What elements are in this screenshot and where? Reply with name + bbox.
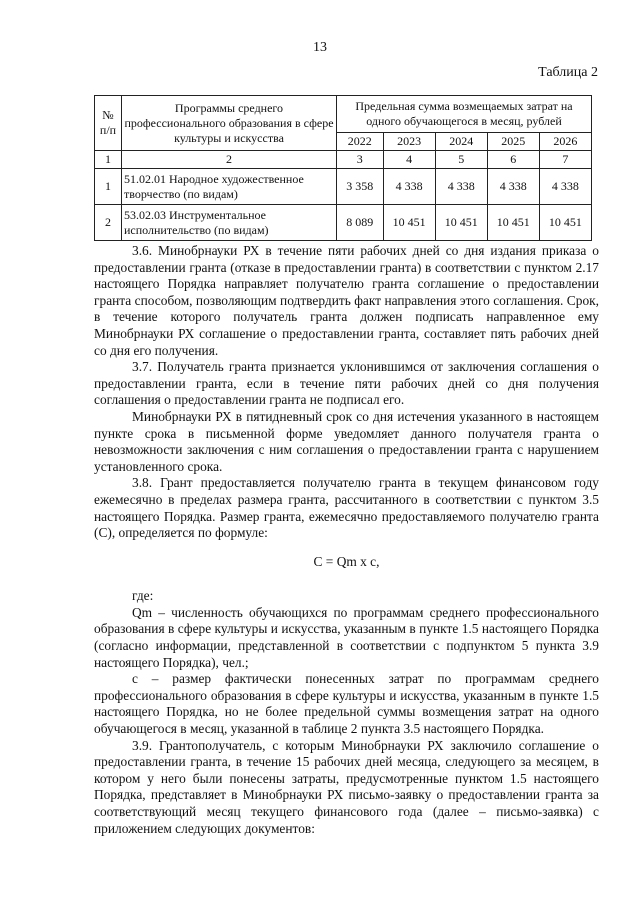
grant-limits-table <box>94 95 592 241</box>
row-number: 2 <box>95 205 122 241</box>
header-program: Программы среднего профессионального образования в сфере культуры и искусства <box>122 96 337 151</box>
paragraph-3-7-notice: Минобрнауки РХ в пятидневный срок со дня истечения указанного в настоящем пункте срока в письменной форме уведомляет данного получателя гранта о невозможности заключения с ним соглашения о предоставлении гранта с нарушением установленного срока. <box>94 408 599 474</box>
paragraph-3-7: 3.7. Получатель гранта признается уклонившимся от заключения соглашения о предоставлении гранта, если в течение пяти рабочих дней со дня получения соглашения о предоставлении гранта не подписал его. <box>94 359 599 408</box>
value-cell: 4 338 <box>383 169 435 205</box>
value-cell: 10 451 <box>435 205 487 241</box>
column-number: 7 <box>539 151 591 169</box>
value-cell: 8 089 <box>337 205 384 241</box>
header-sum: Предельная сумма возмещаемых затрат на одного обучающегося в месяц, рублей <box>337 96 592 133</box>
year-cell: 2022 <box>337 133 384 151</box>
value-cell: 10 451 <box>383 205 435 241</box>
paragraph-3-8: 3.8. Грант предоставляется получателю гранта в текущем финансовом году ежемесячно в пределах размера гранта, рассчитанного в соответствии с пунктом 3.5 настоящего Порядка. Размер гранта, ежемесячно предоставляемого получателю гранта (С), определяется по формуле: <box>94 475 599 541</box>
table-label: Таблица 2 <box>538 65 598 80</box>
column-number: 4 <box>383 151 435 169</box>
table-row <box>95 169 592 205</box>
year-cell: 2025 <box>487 133 539 151</box>
value-cell: 10 451 <box>487 205 539 241</box>
page-number: 13 <box>313 40 327 55</box>
value-cell: 4 338 <box>539 169 591 205</box>
value-cell: 10 451 <box>539 205 591 241</box>
column-number: 5 <box>435 151 487 169</box>
column-number: 1 <box>95 151 122 169</box>
table-row <box>95 205 592 241</box>
year-cell: 2026 <box>539 133 591 151</box>
table-header-row <box>95 96 592 133</box>
value-cell: 4 338 <box>435 169 487 205</box>
definition-qm: Qm – численность обучающихся по программам среднего профессионального образования в сфере культуры и искусства, указанным в пункте 1.5 настоящего Порядка (согласно информации, представленной в соответствии с подпунктом 5 пункта 3.9 настоящего Порядка), чел.; <box>94 604 599 670</box>
row-number: 1 <box>95 169 122 205</box>
year-cell: 2024 <box>435 133 487 151</box>
paragraph-3-9: 3.9. Грантополучатель, с которым Минобрнауки РХ заключило соглашение о предоставлении гранта, в течение 15 рабочих дней месяца, следующего за месяцем, в котором у него были понесены затраты, предусмотренные пунктом 1.5 настоящего Порядка, представляет в Минобрнауки РХ письмо-заявку о предоставлении гранта за соответствующий месяц текущего финансового года (далее – письмо-заявка) с приложением следующих документов: <box>94 737 599 836</box>
program-name: 53.02.03 Инструментальное исполнительство (по видам) <box>122 205 337 241</box>
value-cell: 4 338 <box>487 169 539 205</box>
column-number: 2 <box>122 151 337 169</box>
grant-formula: С = Qm х с, <box>313 553 380 569</box>
table-column-numbers-row <box>95 151 592 169</box>
document-body <box>94 243 599 837</box>
formula-where-label: где: <box>132 588 154 604</box>
value-cell: 3 358 <box>337 169 384 205</box>
definition-c: с – размер фактически понесенных затрат по программам среднего профессионального образования в сфере культуры и искусства, указанным в пункте 1.5 настоящего Порядка, но не более предельной суммы возмещения затрат на одного обучающегося в месяц, указанной в таблице 2 пункта 3.5 настоящего Порядка. <box>94 671 599 737</box>
program-name: 51.02.01 Народное художественное творчество (по видам) <box>122 169 337 205</box>
column-number: 3 <box>337 151 384 169</box>
column-number: 6 <box>487 151 539 169</box>
paragraph-3-6: 3.6. Минобрнауки РХ в течение пяти рабочих дней со дня издания приказа о предоставлении гранта (отказе в предоставлении гранта) в соответствии с пунктом 2.17 настоящего Порядка направляет получателю гранта соглашение о предоставлении гранта способом, позволяющим подтвердить факт направления этого соглашения. Срок, в течение которого получатель гранта должен подписать направленное ему Минобрнауки РХ соглашение о предоставлении гранта, составляет пять рабочих дней со дня его получения. <box>94 243 599 358</box>
year-cell: 2023 <box>383 133 435 151</box>
header-number: № п/п <box>95 96 122 151</box>
